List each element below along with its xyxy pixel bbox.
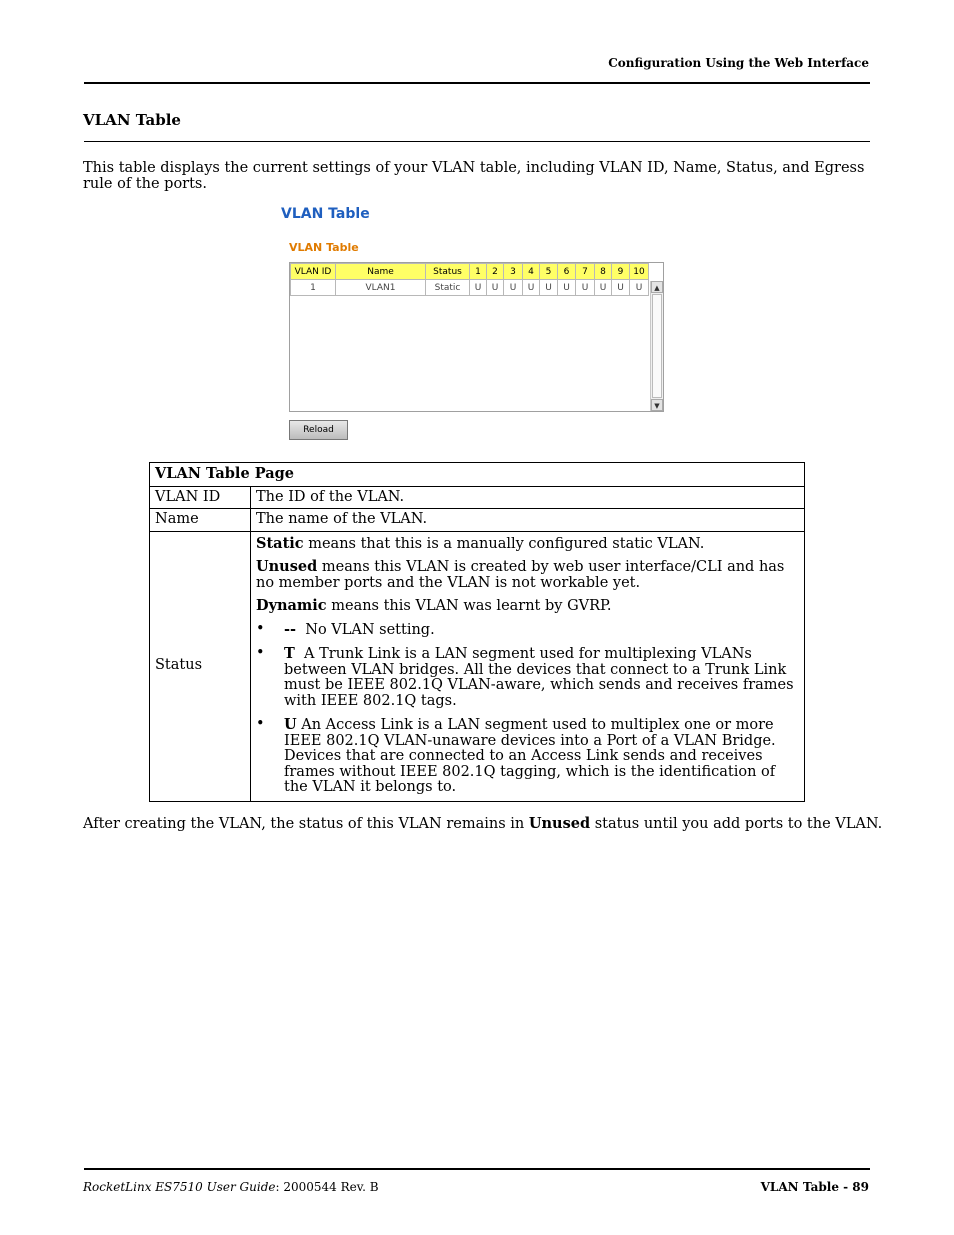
table-cell: U	[470, 280, 487, 296]
vlan-table	[290, 263, 649, 296]
section-rule	[84, 141, 870, 142]
footer-rule	[84, 1168, 870, 1170]
footer-doc-info: RocketLinx ES7510 User Guide: 2000544 Rev. B	[83, 1180, 379, 1194]
description-table	[149, 462, 805, 802]
table-cell: U	[612, 280, 630, 296]
table-cell: U	[523, 280, 540, 296]
scroll-thumb[interactable]	[652, 294, 662, 398]
running-header: Configuration Using the Web Interface	[608, 56, 869, 70]
scroll-down-arrow-icon[interactable]: ▼	[651, 399, 663, 411]
vlan-table-frame	[289, 262, 664, 412]
term-cell: Name	[150, 509, 251, 532]
bullet-icon: •	[256, 645, 265, 661]
column-header: 1	[470, 264, 487, 280]
table-cell: U	[595, 280, 612, 296]
term-cell: VLAN ID	[150, 486, 251, 509]
column-header: 7	[576, 264, 595, 280]
column-header: 3	[504, 264, 523, 280]
status-desc-cell	[251, 531, 805, 801]
table-cell: U	[504, 280, 523, 296]
column-header: 6	[558, 264, 576, 280]
table-cell: U	[576, 280, 595, 296]
status-dynamic-para: Dynamic means this VLAN was learnt by GVRP.	[256, 597, 612, 614]
footer-page-label: VLAN Table - 89	[760, 1180, 869, 1194]
table-cell: U	[540, 280, 558, 296]
column-header: 8	[595, 264, 612, 280]
bullet-item: • T A Trunk Link is a LAN segment used for multiplexing VLANs between VLAN bridges. All the devices that connect to a Trunk Link must be IEEE 802.1Q VLAN-aware, which sends and receives frames with IEEE 802.1Q tags.	[256, 645, 799, 709]
status-unused-para: Unused means this VLAN is created by web user interface/CLI and has no member ports and the VLAN is not workable yet.	[256, 558, 785, 591]
after-paragraph: After creating the VLAN, the status of this VLAN remains in Unused status until you add ports to the VLAN.	[83, 815, 883, 832]
table-cell: Static	[426, 280, 470, 296]
column-header: 5	[540, 264, 558, 280]
table-cell: U	[487, 280, 504, 296]
column-header: Name	[336, 264, 426, 280]
table-row	[150, 509, 805, 532]
table-cell: U	[630, 280, 649, 296]
status-static-para: Static means that this is a manually configured static VLAN.	[256, 534, 705, 552]
bullet-item: • U An Access Link is a LAN segment used to multiplex one or more IEEE 802.1Q VLAN-unaware devices into a Port of a VLAN Bridge. Devices that are connected to an Access Link sends and receives frames without IEEE 802.1Q tagging, which is the identification of the VLAN it belongs to.	[256, 716, 776, 795]
table-cell: U	[558, 280, 576, 296]
column-header: 10	[630, 264, 649, 280]
table-row	[150, 486, 805, 509]
desc-cell: The ID of the VLAN.	[251, 486, 805, 509]
header-rule	[84, 82, 870, 84]
reload-button[interactable]: Reload	[289, 420, 348, 440]
table-cell: 1	[291, 280, 336, 296]
desc-cell: The name of the VLAN.	[251, 509, 805, 532]
column-header: 4	[523, 264, 540, 280]
screenshot-caption: VLAN Table	[281, 206, 370, 222]
bullet-icon: •	[256, 620, 265, 637]
table-cell: VLAN1	[336, 280, 426, 296]
column-header: VLAN ID	[291, 264, 336, 280]
intro-paragraph: This table displays the current settings of your VLAN table, including VLAN ID, Name, Status, and Egress rule of the ports.	[83, 160, 865, 192]
table-row	[150, 531, 805, 801]
section-title: VLAN Table	[83, 111, 181, 129]
column-header: 9	[612, 264, 630, 280]
scroll-up-arrow-icon[interactable]: ▲	[651, 281, 663, 293]
column-header: Status	[426, 264, 470, 280]
bullet-item: • -- No VLAN setting.	[256, 620, 435, 638]
vlan-panel-title: VLAN Table	[289, 241, 359, 254]
column-header: 2	[487, 264, 504, 280]
vertical-scrollbar[interactable]	[650, 281, 663, 411]
term-cell: Status	[150, 531, 251, 801]
table-row[interactable]	[291, 280, 649, 296]
bullet-icon: •	[256, 716, 265, 732]
description-table-title: VLAN Table Page	[150, 463, 805, 487]
